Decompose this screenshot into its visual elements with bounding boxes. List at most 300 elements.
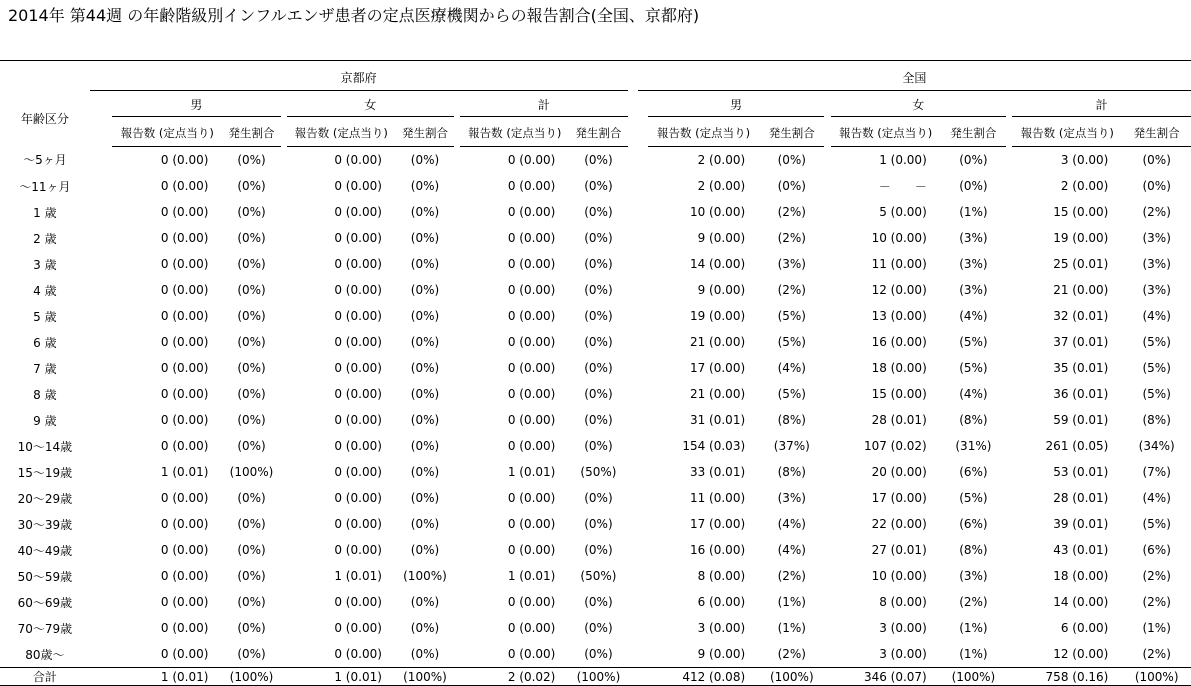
count-cell: 107 (0.02) <box>863 439 927 453</box>
ratio-cell: (0%) <box>410 647 440 661</box>
count-cell: 0 (0.00) <box>334 309 382 323</box>
count-header-kyoto-total: 報告数 (定点当り) <box>460 117 569 147</box>
ratio-cell: (0%) <box>410 543 440 557</box>
ratio-cell: (0%) <box>237 335 266 349</box>
table-row <box>0 199 1191 225</box>
cell-spacer <box>638 407 648 433</box>
ratio-cell: (0%) <box>1142 153 1171 167</box>
count-cell: 20 (0.00) <box>871 465 927 479</box>
cell-spacer <box>638 147 648 174</box>
ratio-cell: (0%) <box>237 309 266 323</box>
ratio-cell: (5%) <box>959 491 988 505</box>
ratio-cell: (31%) <box>955 439 992 453</box>
ratio-header-kyoto-male: 発生割合 <box>222 117 280 147</box>
ratio-cell: (1%) <box>959 621 988 635</box>
ratio-header-national-total: 発生割合 <box>1122 117 1191 147</box>
ratio-cell: (0%) <box>237 231 266 245</box>
ratio-cell: (2%) <box>959 595 988 609</box>
count-cell: 0 (0.00) <box>334 595 382 609</box>
ratio-cell: (0%) <box>237 647 266 661</box>
ratio-cell: (0%) <box>410 413 440 427</box>
ratio-cell: (1%) <box>959 205 988 219</box>
count-cell: 8 (0.00) <box>879 595 927 609</box>
ratio-cell: (0%) <box>410 283 440 297</box>
cell-spacer <box>638 355 648 381</box>
cell-spacer <box>90 225 112 251</box>
age-cell: 40～49歳 <box>17 543 73 558</box>
ratio-cell: (5%) <box>959 361 988 375</box>
table-row <box>0 303 1191 329</box>
cell-spacer <box>90 589 112 615</box>
ratio-cell: (2%) <box>1142 595 1171 609</box>
column-gap <box>628 537 638 563</box>
count-cell: 17 (0.00) <box>871 491 927 505</box>
ratio-cell: (0%) <box>584 205 613 219</box>
ratio-cell: (0%) <box>584 413 613 427</box>
age-cell: 1 歳 <box>33 205 57 220</box>
ratio-cell: (0%) <box>237 595 266 609</box>
count-cell: 1 (0.00) <box>879 153 927 167</box>
age-cell: 5 歳 <box>33 309 57 324</box>
column-gap <box>628 225 638 251</box>
ratio-cell: (0%) <box>584 439 613 453</box>
ratio-cell: (0%) <box>410 153 440 167</box>
count-cell: 43 (0.01) <box>1053 543 1109 557</box>
ratio-cell: (2%) <box>777 205 806 219</box>
count-cell: 0 (0.00) <box>507 621 556 635</box>
ratio-cell: (0%) <box>584 647 613 661</box>
count-cell: 0 (0.00) <box>507 179 556 193</box>
region-header-kyoto: 京都府 <box>90 61 628 91</box>
ratio-cell: (5%) <box>959 335 988 349</box>
age-header: 年齢区分 <box>20 112 69 126</box>
cell-spacer <box>638 329 648 355</box>
cell-spacer <box>90 381 112 407</box>
count-cell: 0 (0.00) <box>334 361 382 375</box>
ratio-cell: (3%) <box>1142 231 1171 245</box>
ratio-cell: (0%) <box>584 387 613 401</box>
ratio-cell: (5%) <box>1142 387 1171 401</box>
count-cell: 2 (0.00) <box>697 179 746 193</box>
table-row <box>0 147 1191 174</box>
cell-spacer <box>638 615 648 641</box>
ratio-cell: (0%) <box>410 491 440 505</box>
count-cell: 0 (0.00) <box>334 439 382 453</box>
count-cell: 0 (0.00) <box>507 231 556 245</box>
count-cell: 0 (0.00) <box>160 569 209 583</box>
count-cell: 37 (0.01) <box>1053 335 1109 349</box>
ratio-cell: (4%) <box>777 543 806 557</box>
cell-spacer <box>90 199 112 225</box>
ratio-header-national-female: 発生割合 <box>941 117 1006 147</box>
age-cell: 60～69歳 <box>17 595 73 610</box>
count-cell: 0 (0.00) <box>160 309 209 323</box>
table-row <box>0 641 1191 668</box>
count-cell: 6 (0.00) <box>697 595 746 609</box>
table-row <box>0 173 1191 199</box>
column-gap <box>628 459 638 485</box>
ratio-cell: (0%) <box>410 465 440 479</box>
ratio-cell: (50%) <box>580 465 617 479</box>
ratio-cell: (0%) <box>237 153 266 167</box>
column-gap <box>628 173 638 199</box>
ratio-cell: (0%) <box>237 257 266 271</box>
ratio-cell: (0%) <box>584 595 613 609</box>
column-gap <box>628 641 638 668</box>
count-cell: 17 (0.00) <box>689 517 746 531</box>
count-header-national-male: 報告数 (定点当り) <box>648 117 759 147</box>
total-row <box>0 668 1191 686</box>
count-header-national-female: 報告数 (定点当り) <box>831 117 941 147</box>
age-cell: 6 歳 <box>33 335 57 350</box>
age-cell: 9 歳 <box>33 413 57 428</box>
count-cell: 5 (0.00) <box>879 205 927 219</box>
cell-spacer <box>638 563 648 589</box>
count-cell: 0 (0.00) <box>334 491 382 505</box>
cell-spacer <box>638 173 648 199</box>
ratio-cell: (0%) <box>584 361 613 375</box>
count-cell: 53 (0.01) <box>1053 465 1109 479</box>
count-cell: 2 (0.02) <box>460 668 569 686</box>
count-cell: 9 (0.00) <box>697 231 746 245</box>
ratio-cell: (4%) <box>777 517 806 531</box>
ratio-cell: (2%) <box>1142 647 1171 661</box>
ratio-cell: (3%) <box>777 491 806 505</box>
age-cell: 15～19歳 <box>17 465 73 480</box>
ratio-cell: (3%) <box>959 257 988 271</box>
ratio-cell: (4%) <box>1142 491 1171 505</box>
ratio-cell: (0%) <box>410 387 440 401</box>
ratio-cell: (6%) <box>1142 543 1171 557</box>
count-cell: 0 (0.00) <box>334 543 382 557</box>
ratio-cell: (100%) <box>229 465 274 479</box>
ratio-cell: (1%) <box>777 621 806 635</box>
ratio-cell: (5%) <box>1142 517 1171 531</box>
count-cell: 2 (0.00) <box>1060 179 1109 193</box>
ratio-cell: (100%) <box>759 668 824 686</box>
count-cell: 19 (0.00) <box>1053 231 1109 245</box>
age-cell: 80歳～ <box>25 647 65 662</box>
count-cell: 1 (0.01) <box>507 569 556 583</box>
cell-spacer <box>638 459 648 485</box>
ratio-cell: (34%) <box>1138 439 1175 453</box>
ratio-cell: (1%) <box>777 595 806 609</box>
age-cell: 2 歳 <box>33 231 57 246</box>
count-cell: 0 (0.00) <box>507 491 556 505</box>
count-cell: 59 (0.01) <box>1053 413 1109 427</box>
table-row <box>0 277 1191 303</box>
ratio-cell: (2%) <box>1142 569 1171 583</box>
count-cell: 22 (0.00) <box>871 517 927 531</box>
ratio-cell: (0%) <box>410 439 440 453</box>
sex-header-national-total: 計 <box>1012 91 1191 117</box>
header-spacer <box>90 91 112 117</box>
ratio-cell: (0%) <box>237 413 266 427</box>
cell-spacer <box>90 407 112 433</box>
table-row <box>0 225 1191 251</box>
count-header-kyoto-male: 報告数 (定点当り) <box>112 117 222 147</box>
header-gap <box>628 61 638 91</box>
count-cell: 0 (0.00) <box>334 465 382 479</box>
count-cell: 28 (0.01) <box>871 413 927 427</box>
ratio-cell: (100%) <box>222 668 280 686</box>
count-cell: 28 (0.01) <box>1053 491 1109 505</box>
count-cell: 0 (0.00) <box>507 257 556 271</box>
ratio-cell: (6%) <box>959 465 988 479</box>
age-cell: 3 歳 <box>33 257 57 272</box>
count-cell: 0 (0.00) <box>334 231 382 245</box>
cell-spacer <box>638 277 648 303</box>
ratio-cell: (0%) <box>237 387 266 401</box>
ratio-cell: (5%) <box>1142 335 1171 349</box>
count-cell: 0 (0.00) <box>160 517 209 531</box>
age-cell: 8 歳 <box>33 387 57 402</box>
ratio-cell: (4%) <box>1142 309 1171 323</box>
count-cell: 14 (0.00) <box>1053 595 1109 609</box>
ratio-cell: (0%) <box>584 309 613 323</box>
ratio-cell: (5%) <box>777 387 806 401</box>
count-cell: 0 (0.00) <box>334 257 382 271</box>
cell-spacer <box>90 641 112 668</box>
count-cell: 1 (0.01) <box>507 465 556 479</box>
region-header-national: 全国 <box>638 61 1191 91</box>
ratio-header-kyoto-total: 発生割合 <box>569 117 627 147</box>
count-header-kyoto-female: 報告数 (定点当り) <box>287 117 396 147</box>
count-cell: 0 (0.00) <box>160 647 209 661</box>
count-cell: 0 (0.00) <box>160 439 209 453</box>
count-cell: 0 (0.00) <box>160 491 209 505</box>
ratio-cell: (3%) <box>777 257 806 271</box>
header-spacer <box>90 117 112 147</box>
count-header-national-total: 報告数 (定点当り) <box>1012 117 1122 147</box>
cell-spacer <box>90 303 112 329</box>
ratio-cell: (37%) <box>773 439 810 453</box>
table-row <box>0 615 1191 641</box>
count-cell: 15 (0.00) <box>1053 205 1109 219</box>
cell-spacer <box>638 381 648 407</box>
age-cell: ～11ヶ月 <box>19 179 71 194</box>
count-cell: 0 (0.00) <box>334 179 382 193</box>
count-cell: 0 (0.00) <box>334 647 382 661</box>
count-cell: 0 (0.00) <box>334 621 382 635</box>
table-row <box>0 485 1191 511</box>
count-cell: 39 (0.01) <box>1053 517 1109 531</box>
table-row <box>0 329 1191 355</box>
count-cell: 0 (0.00) <box>334 153 382 167</box>
count-cell: 11 (0.00) <box>689 491 746 505</box>
count-cell: 0 (0.00) <box>507 647 556 661</box>
ratio-cell: (50%) <box>580 569 617 583</box>
count-cell: 0 (0.00) <box>507 595 556 609</box>
table-row <box>0 355 1191 381</box>
ratio-cell: (5%) <box>777 335 806 349</box>
ratio-cell: (0%) <box>410 257 440 271</box>
count-cell: 0 (0.00) <box>160 595 209 609</box>
column-gap <box>628 407 638 433</box>
ratio-cell: (0%) <box>410 595 440 609</box>
table-row <box>0 433 1191 459</box>
count-cell: 0 (0.00) <box>507 387 556 401</box>
count-cell: 31 (0.01) <box>689 413 746 427</box>
sex-header-kyoto-male: 男 <box>112 91 280 117</box>
ratio-cell: (0%) <box>237 283 266 297</box>
ratio-cell: (2%) <box>777 231 806 245</box>
count-cell: 0 (0.00) <box>507 283 556 297</box>
count-cell: － － <box>878 179 927 194</box>
ratio-cell: (100%) <box>403 569 447 583</box>
ratio-cell: (0%) <box>237 179 266 193</box>
ratio-cell: (8%) <box>959 543 988 557</box>
ratio-cell: (2%) <box>777 647 806 661</box>
count-cell: 0 (0.00) <box>160 205 209 219</box>
count-cell: 2 (0.00) <box>697 153 746 167</box>
count-cell: 6 (0.00) <box>1060 621 1109 635</box>
count-cell: 3 (0.00) <box>879 621 927 635</box>
ratio-cell: (8%) <box>777 465 806 479</box>
ratio-header-national-male: 発生割合 <box>759 117 824 147</box>
age-cell: 7 歳 <box>33 361 57 376</box>
age-cell: 50～59歳 <box>17 569 73 584</box>
cell-spacer <box>638 537 648 563</box>
column-gap <box>628 485 638 511</box>
count-cell: 0 (0.00) <box>507 335 556 349</box>
count-cell: 15 (0.00) <box>871 387 927 401</box>
count-cell: 36 (0.01) <box>1053 387 1109 401</box>
count-cell: 0 (0.00) <box>334 517 382 531</box>
count-cell: 0 (0.00) <box>507 309 556 323</box>
count-cell: 0 (0.00) <box>507 413 556 427</box>
age-cell: 合計 <box>0 668 90 686</box>
count-cell: 9 (0.00) <box>697 283 746 297</box>
cell-spacer <box>90 355 112 381</box>
table-row <box>0 459 1191 485</box>
sex-header-national-male: 男 <box>648 91 825 117</box>
ratio-cell: (0%) <box>584 283 613 297</box>
ratio-cell: (3%) <box>959 231 988 245</box>
ratio-cell: (100%) <box>396 668 454 686</box>
cell-spacer <box>638 199 648 225</box>
count-cell: 0 (0.00) <box>334 413 382 427</box>
ratio-cell: (0%) <box>410 361 440 375</box>
ratio-cell: (0%) <box>959 153 988 167</box>
count-cell: 12 (0.00) <box>871 283 927 297</box>
ratio-cell: (0%) <box>584 231 613 245</box>
count-cell: 0 (0.00) <box>507 205 556 219</box>
age-cell: 30～39歳 <box>17 517 73 532</box>
column-gap <box>628 329 638 355</box>
ratio-cell: (5%) <box>1142 361 1171 375</box>
ratio-cell: (0%) <box>410 205 440 219</box>
ratio-cell: (0%) <box>584 491 613 505</box>
ratio-cell: (3%) <box>1142 283 1171 297</box>
ratio-cell: (0%) <box>584 621 613 635</box>
count-cell: 0 (0.00) <box>160 257 209 271</box>
ratio-cell: (100%) <box>1122 668 1191 686</box>
count-cell: 21 (0.00) <box>689 335 746 349</box>
ratio-cell: (0%) <box>410 335 440 349</box>
count-cell: 0 (0.00) <box>160 283 209 297</box>
ratio-cell: (0%) <box>584 517 613 531</box>
ratio-cell: (0%) <box>1142 179 1171 193</box>
cell-spacer <box>90 147 112 174</box>
ratio-cell: (0%) <box>237 491 266 505</box>
ratio-cell: (0%) <box>237 621 266 635</box>
ratio-cell: (0%) <box>959 179 988 193</box>
count-cell: 21 (0.00) <box>689 387 746 401</box>
ratio-cell: (100%) <box>941 668 1006 686</box>
ratio-cell: (1%) <box>959 647 988 661</box>
count-cell: 10 (0.00) <box>871 231 927 245</box>
age-cell: 4 歳 <box>33 283 57 298</box>
header-spacer <box>638 91 648 117</box>
ratio-cell: (0%) <box>584 179 613 193</box>
column-gap <box>628 668 638 686</box>
cell-spacer <box>90 668 112 686</box>
count-cell: 8 (0.00) <box>697 569 746 583</box>
count-cell: 0 (0.00) <box>507 439 556 453</box>
age-cell: 10～14歳 <box>17 439 73 454</box>
count-cell: 14 (0.00) <box>689 257 746 271</box>
count-cell: 154 (0.03) <box>682 439 746 453</box>
count-cell: 0 (0.00) <box>160 361 209 375</box>
sex-header-kyoto-female: 女 <box>287 91 454 117</box>
count-cell: 16 (0.00) <box>871 335 927 349</box>
ratio-cell: (0%) <box>237 569 266 583</box>
table-row <box>0 407 1191 433</box>
count-cell: 0 (0.00) <box>160 621 209 635</box>
cell-spacer <box>638 668 648 686</box>
count-cell: 13 (0.00) <box>871 309 927 323</box>
count-cell: 1 (0.01) <box>334 569 382 583</box>
cell-spacer <box>90 511 112 537</box>
count-cell: 33 (0.01) <box>689 465 746 479</box>
count-cell: 21 (0.00) <box>1053 283 1109 297</box>
ratio-cell: (0%) <box>410 517 440 531</box>
count-cell: 0 (0.00) <box>160 231 209 245</box>
count-cell: 758 (0.16) <box>1012 668 1122 686</box>
count-cell: 35 (0.01) <box>1053 361 1109 375</box>
count-cell: 3 (0.00) <box>1060 153 1109 167</box>
count-cell: 25 (0.01) <box>1053 257 1109 271</box>
ratio-cell: (4%) <box>777 361 806 375</box>
cell-spacer <box>90 329 112 355</box>
count-cell: 0 (0.00) <box>334 205 382 219</box>
ratio-cell: (0%) <box>410 621 440 635</box>
cell-spacer <box>90 537 112 563</box>
ratio-cell: (0%) <box>410 231 440 245</box>
count-cell: 0 (0.00) <box>160 413 209 427</box>
count-cell: 346 (0.07) <box>831 668 941 686</box>
ratio-cell: (7%) <box>1142 465 1171 479</box>
column-gap <box>628 589 638 615</box>
count-cell: 1 (0.01) <box>287 668 396 686</box>
count-cell: 0 (0.00) <box>160 179 209 193</box>
count-cell: 0 (0.00) <box>334 283 382 297</box>
column-gap <box>628 511 638 537</box>
count-cell: 1 (0.01) <box>112 668 222 686</box>
ratio-cell: (0%) <box>584 257 613 271</box>
cell-spacer <box>90 485 112 511</box>
ratio-cell: (0%) <box>237 543 266 557</box>
column-gap <box>628 355 638 381</box>
count-cell: 11 (0.00) <box>871 257 927 271</box>
ratio-cell: (8%) <box>959 413 988 427</box>
cell-spacer <box>638 511 648 537</box>
cell-spacer <box>90 563 112 589</box>
column-gap <box>628 199 638 225</box>
cell-spacer <box>638 251 648 277</box>
table-row <box>0 537 1191 563</box>
